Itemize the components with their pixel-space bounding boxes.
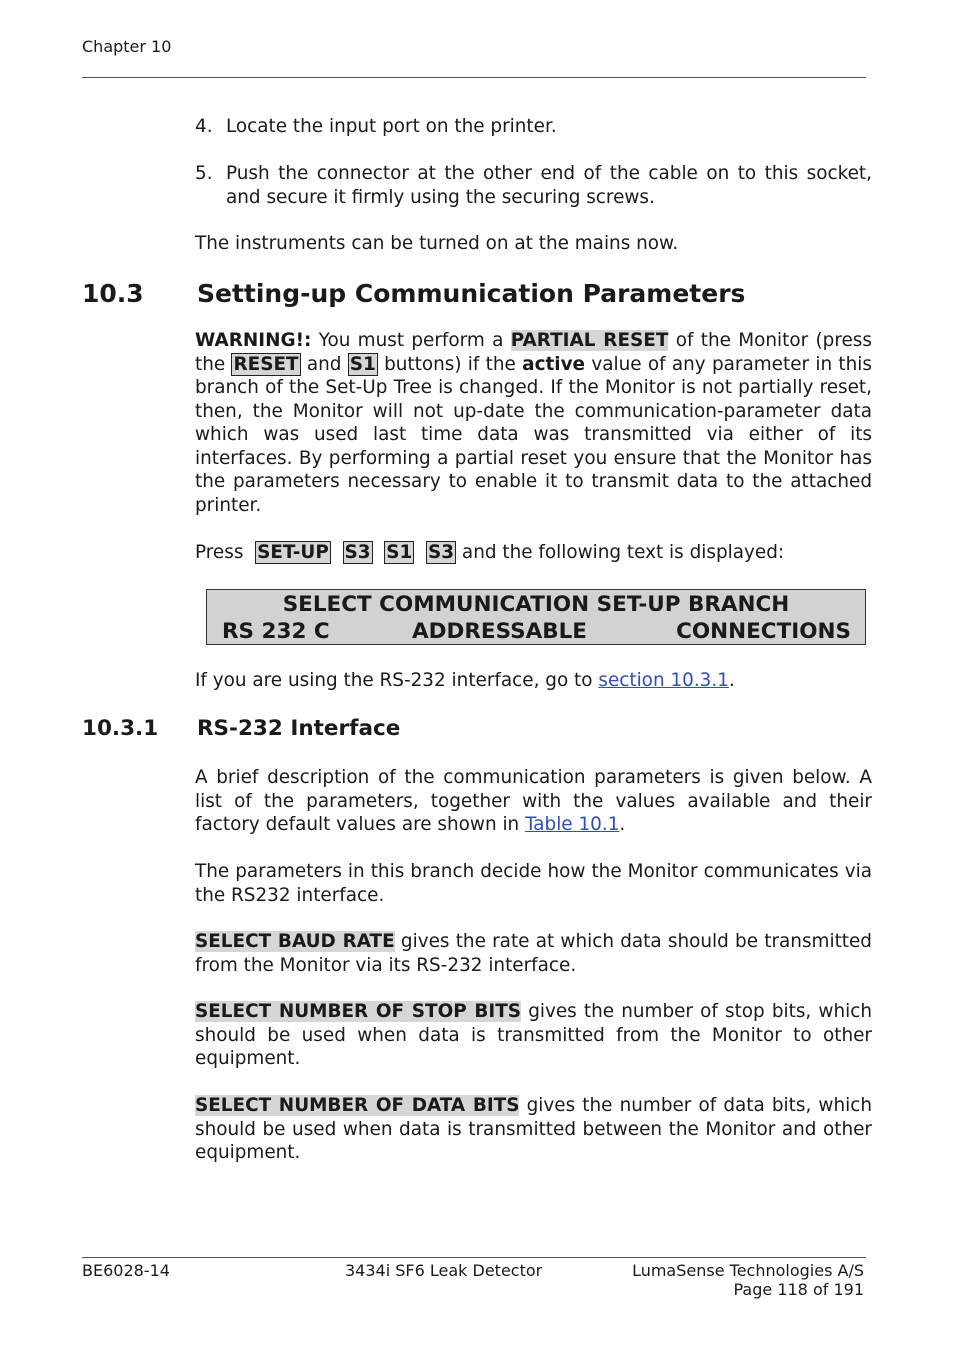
section-10-3-1-link[interactable]: section 10.3.1 [598,670,729,691]
param-paragraph-stop-bits [195,1000,872,1071]
goto-suffix: . [728,670,735,691]
param-paragraph-baud-rate [195,930,872,977]
subsection-title: RS-232 Interface [197,716,401,741]
display-option-addressable: ADDRESSABLE [412,619,587,644]
warning-paragraph [195,329,872,517]
active-term: active [522,353,586,375]
param-desc: gives the rate at which data should be transmitted from the Monitor via its RS-232 interface. [195,931,872,976]
display-option-rs232: RS 232 C [222,619,330,644]
param-name: SELECT BAUD RATE [195,931,395,952]
param-name: SELECT NUMBER OF DATA BITS [195,1095,520,1116]
s1-key: S1 [349,353,376,375]
description-text: A brief description of the communication parameters is given below. A list of the parameters, together with the values available and their factory default values are shown in [195,767,872,835]
warning-text: and [300,353,348,375]
param-desc: gives the number of stop bits, which should be used when data is transmitted from the Monitor to other equipment. [195,1001,872,1069]
press-instruction [195,541,872,565]
branch-paragraph: The parameters in this branch decide how the Monitor communicates via the RS232 interface. [195,861,872,906]
display-option-connections: CONNECTIONS [676,619,851,644]
reset-key: RESET [233,353,299,375]
footer-right [632,1261,864,1299]
header-rule [82,77,866,78]
partial-reset-term: PARTIAL RESET [510,330,669,351]
warning-text: You must perform a [311,330,511,351]
monitor-display [206,589,866,645]
step-item [195,115,872,139]
step-text: Locate the input port on the printer. [226,116,557,137]
warning-text: of the Monitor (press the [195,330,872,375]
s3-key: S3 [344,542,371,563]
subsection-number: 10.3.1 [82,716,159,741]
param-name: SELECT NUMBER OF STOP BITS [195,1001,522,1022]
goto-text: If you are using the RS-232 interface, go to [195,670,599,691]
step-number: 5. [195,163,213,184]
step-text: Push the connector at the other end of the cable on to this socket, and secure it firmly using the securing screws. [226,163,872,208]
param-paragraph-data-bits [195,1094,872,1165]
warning-text: value of any parameter in this branch of the Set-Up Tree is changed. If the Monitor is not partially reset, then, the Monitor will not up-date the communication-parameter data which was used last time data was transmitted via either of its interfaces. By performing a partial reset you ensure that the Monitor has the parameters necessary to enable it to transmit data to the attached printer. [195,353,872,516]
running-header: Chapter 10 [82,37,172,56]
footer-product: 3434i SF6 Leak Detector [345,1261,543,1280]
section-title: Setting-up Communication Parameters [197,279,746,308]
warning-text: buttons) if the [377,353,523,375]
description-paragraph [195,766,872,837]
description-suffix: . [619,814,626,835]
table-10-1-link[interactable]: Table 10.1 [525,814,620,835]
press-label: Press [195,542,244,563]
s3-key: S3 [428,542,455,563]
param-desc: gives the number of data bits, which should be used when data is transmitted between the Monitor and other equipment. [195,1095,872,1163]
footer-doc-id: BE6028-14 [82,1261,170,1280]
intro-paragraph: The instruments can be turned on at the mains now. [195,233,679,254]
step-number: 4. [195,116,213,137]
setup-key: SET-UP [257,542,329,563]
goto-paragraph [195,669,872,693]
section-number: 10.3 [82,279,144,308]
press-suffix: and the following text is displayed: [461,542,785,563]
footer-page-number: Page 118 of 191 [733,1280,864,1299]
display-line-1: SELECT COMMUNICATION SET-UP BRANCH [282,592,790,617]
footer-company: LumaSense Technologies A/S [632,1261,864,1280]
warning-label: WARNING!: [195,330,312,351]
s1-key: S1 [386,542,413,563]
step-item [195,162,872,209]
footer-rule [82,1257,866,1258]
